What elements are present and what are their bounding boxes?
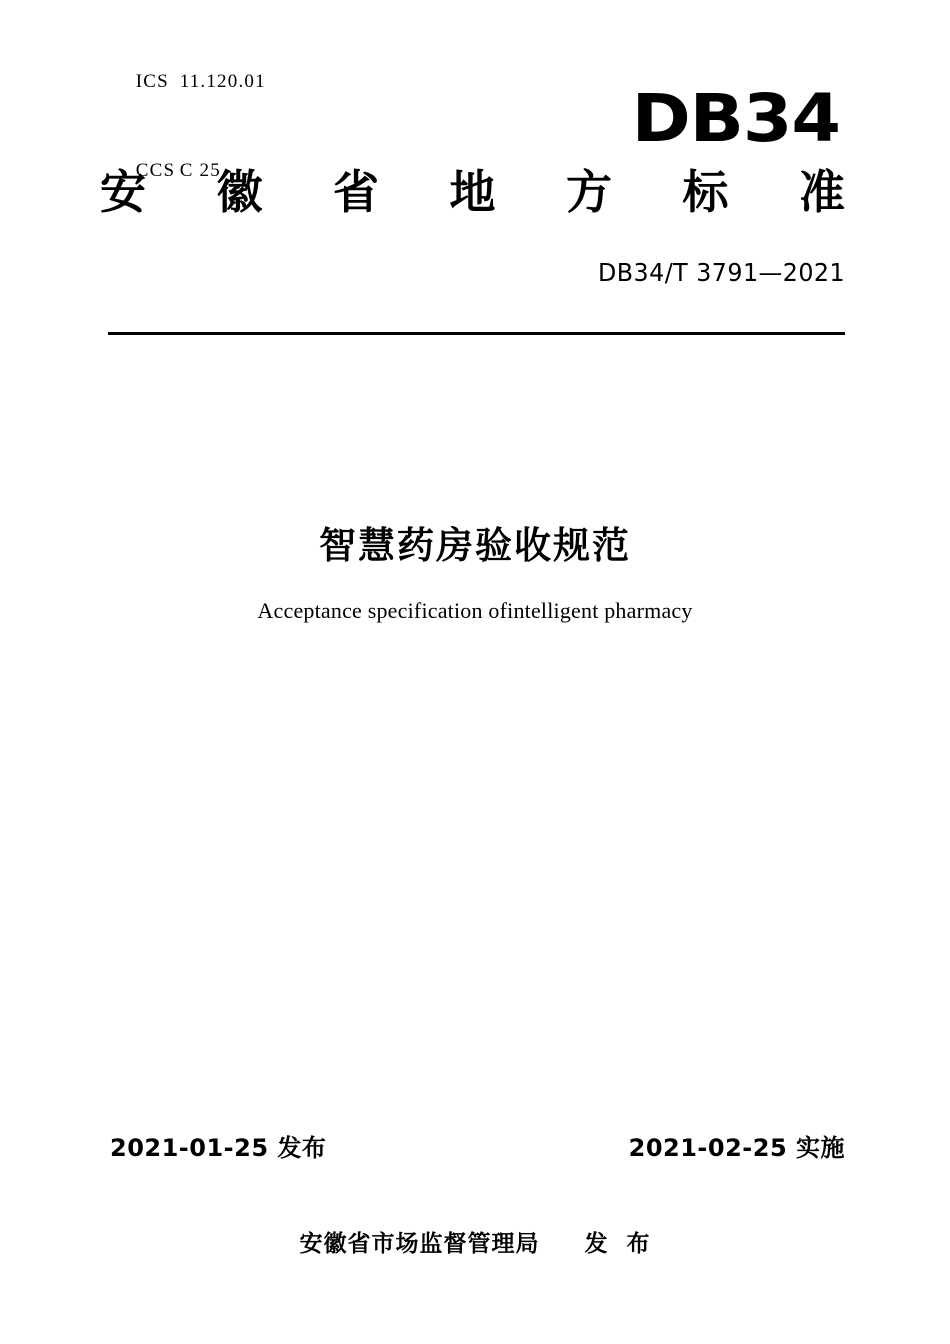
standard-type-title xyxy=(100,165,845,220)
title-char-5: 标 xyxy=(682,165,729,219)
title-char-0: 安 xyxy=(100,165,146,219)
title-char-4: 方 xyxy=(566,165,612,219)
ccs-label: CCS xyxy=(135,159,176,181)
publisher-line: 安徽省市场监督管理局 发 布 xyxy=(299,1231,651,1257)
title-char-2: 省 xyxy=(333,165,379,219)
ccs-value: C 25 xyxy=(179,159,221,181)
db34-logo: DB34 xyxy=(631,80,840,157)
ics-value: 11.120.01 xyxy=(179,71,266,93)
title-char-3: 地 xyxy=(449,165,496,219)
document-title-cn: 智慧药房验收规范 xyxy=(319,524,631,567)
issue-date: 2021-01-25 发布 xyxy=(110,1134,327,1162)
title-char-6: 准 xyxy=(799,165,845,219)
document-title-en: Acceptance specification ofintelligent pharmacy xyxy=(257,598,693,623)
date-row xyxy=(110,1128,845,1163)
title-char-1: 徽 xyxy=(216,165,263,219)
ics-code-line xyxy=(100,38,266,126)
header-divider xyxy=(108,332,845,335)
standard-number: DB34/T 3791—2021 xyxy=(597,258,845,287)
effective-date: 2021-02-25 实施 xyxy=(628,1134,845,1162)
ics-label: ICS xyxy=(135,71,169,93)
